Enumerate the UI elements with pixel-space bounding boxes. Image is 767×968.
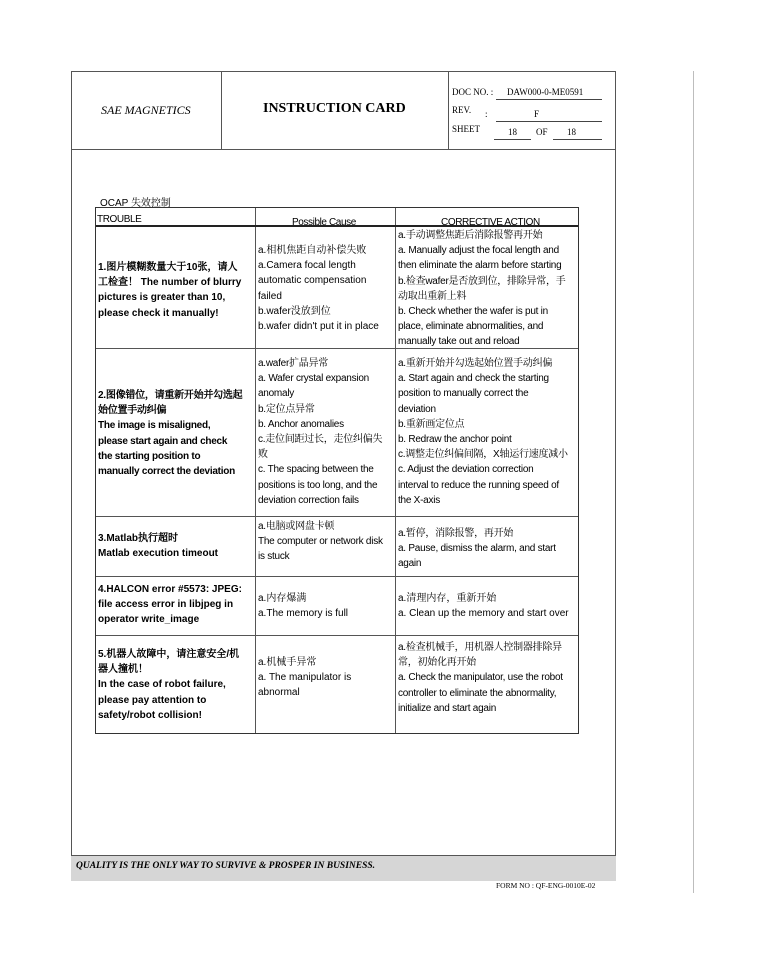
sheet-underline [494, 139, 531, 140]
action-cell: a.检查机械手，用机器人控制器排除异 常，初始化再开始 a. Check the manipulator, use the robot controller to eliminate the abnormality, initialize and start again [398, 642, 563, 714]
sheet-label: SHEET [452, 124, 480, 134]
company-name: SAE MAGNETICS [101, 103, 191, 117]
cause-cell: a.机械手异常 a. The manipulator is abnormal [258, 657, 352, 699]
footer-bar [71, 855, 616, 881]
trouble-cell: 2.图像错位，请重新开始并勾选起 始位置手动纠偏 The image is misaligned, please start again and check the starting position to manually correct the deviation [98, 390, 243, 478]
doc-no-underline [496, 99, 602, 100]
column-header-trouble: TROUBLE [97, 214, 142, 225]
of-label: OF [536, 127, 548, 137]
sheet-value: 18 [508, 127, 517, 137]
quality-slogan: QUALITY IS THE ONLY WAY TO SURVIVE & PROSPER IN BUSINESS. [76, 861, 376, 871]
doc-no-label: DOC NO. : [452, 87, 494, 97]
title-cell [222, 71, 449, 149]
trouble-cell: 1.图片模糊数量大于10张，请人 工检查！ The number of blurry pictures is greater than 10, please check it manually! [98, 262, 242, 319]
column-divider [395, 208, 396, 733]
trouble-cell: 3.Matlab执行超时 Matlab execution timeout [98, 533, 219, 560]
of-underline [553, 139, 602, 140]
doc-no-value: DAW000-0-ME0591 [507, 87, 584, 97]
cause-cell: a.相机焦距自动补偿失败 a.Camera focal length automatic compensation failed b.wafer没放到位 b.wafer didn't put it in place [258, 245, 379, 333]
trouble-cell: 5.机器人故障中，请注意安全/机 器人撞机！ In the case of robot failure, please pay attention to safety/robot collision! [98, 649, 240, 721]
document-header [71, 71, 616, 150]
action-cell: a.手动调整焦距后消除报警再开始 a. Manually adjust the focal length and then eliminate the alarm before starting b.检查wafer是否放到位，排除异常，手 动取出重新上料 b. Check whether the wafer is put in place, eliminate abnormalities, and manually take out and reload [398, 230, 566, 348]
column-divider [255, 208, 256, 733]
row-divider [96, 635, 578, 636]
action-cell: a.暂停，消除报警，再开始 a. Pause, dismiss the alarm, and start again [398, 528, 556, 570]
form-number: FORM NO : QF-ENG-0010E-02 [496, 881, 596, 890]
rev-underline [496, 121, 602, 122]
page-title: INSTRUCTION CARD [263, 101, 406, 116]
cause-cell: a.电脑或网盘卡顿 The computer or network disk is stuck [258, 521, 383, 563]
cause-cell: a.wafer扩晶异常 a. Wafer crystal expansion anomaly b.定位点异常 b. Anchor anomalies c.走位间距过长，走位纠偏失 败 c. The spacing between the positions is too long, and the deviation correction fails [258, 358, 383, 506]
column-header-action: CORRECTIVE ACTION [441, 217, 540, 228]
ocap-table [95, 207, 579, 734]
action-cell: a.清理内存，重新开始 a. Clean up the memory and start over [398, 593, 569, 620]
trouble-cell: 4.HALCON error #5573: JPEG: file access error in libjpeg in operator write_image [98, 584, 242, 626]
row-divider [96, 576, 578, 577]
row-divider [96, 516, 578, 517]
column-header-cause: Possible Cause [292, 217, 356, 228]
rev-colon: : [485, 109, 488, 119]
rev-label: REV. [452, 105, 472, 115]
of-value: 18 [567, 127, 576, 137]
rev-value: F [534, 109, 540, 119]
cause-cell: a.内存爆满 a.The memory is full [258, 593, 349, 620]
company-cell [71, 71, 222, 149]
action-cell: a.重新开始并勾选起始位置手动纠偏 a. Start again and check the starting position to manually correct the deviation b.重新画定位点 b. Redraw the anchor point c.调整走位纠偏间隔，X轴运行速度减小 c. Adjust the deviation correction interval to reduce the running speed of the X-axis [398, 358, 568, 506]
section-title: OCAP 失效控制 [100, 198, 171, 209]
